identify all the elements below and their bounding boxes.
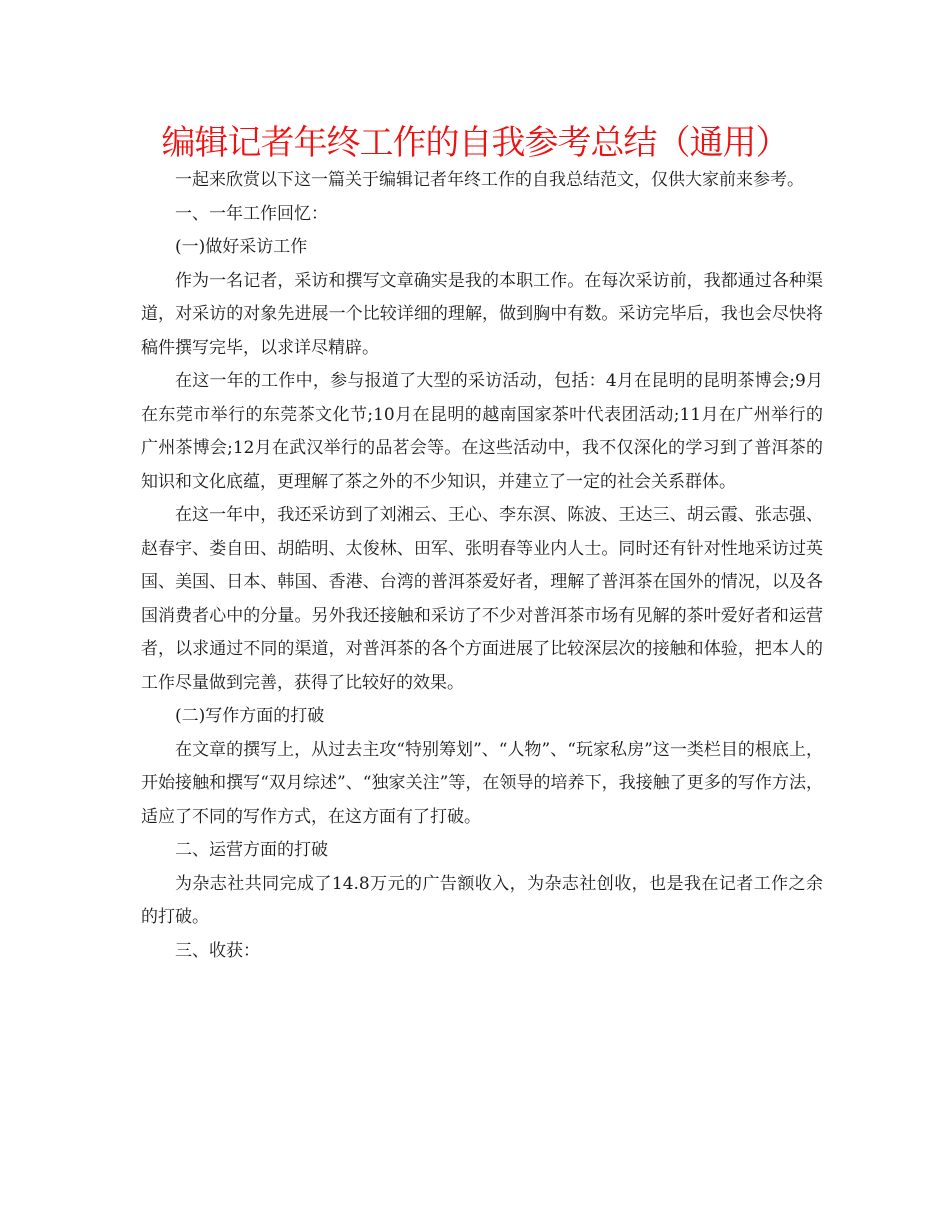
paragraph-writing: 在文章的撰写上，从过去主攻“特别筹划”、“人物”、“玩家私房”这一类栏目的根底上，开始接触和撰写“双月综述”、“独家关注”等，在领导的培养下，我接触了更多的写作方法，适应了不同的写作方式，在这方面有了打破。 (141, 739, 823, 827)
subheading-interviews: (一)做好采访工作 (175, 237, 308, 257)
heading-operations: 二、运营方面的打破 (175, 840, 328, 860)
document-body (141, 164, 823, 968)
subheading-writing: (二)写作方面的打破 (175, 706, 325, 726)
paragraph-intro: 一起来欣赏以下这一篇关于编辑记者年终工作的自我总结范文，仅供大家前来参考。 (175, 170, 804, 190)
paragraph-operations: 为杂志社共同完成了14.8万元的广告额收入，为杂志社创收，也是我在记者工作之余的打破。 (141, 873, 823, 927)
document-title: 编辑记者年终工作的自我参考总结（通用） (161, 123, 789, 163)
paragraph-interviewees: 在这一年中，我还采访到了刘湘云、王心、李东溟、陈波、王达三、胡云霞、张志强、赵春宇、娄自田、胡皓明、太俊林、田军、张明春等业内人士。同时还有针对性地采访过英国、美国、日本、韩国、香港、台湾的普洱茶爱好者，理解了普洱茶在国外的情况，以及各国消费者心中的分量。另外我还接触和采访了不少对普洱茶市场有见解的茶叶爱好者和运营者，以求通过不同的渠道，对普洱茶的各个方面进展了比较深层次的接触和体验，把本人的工作尽量做到完善，获得了比较好的效果。 (141, 505, 823, 693)
heading-gains: 三、收获： (175, 940, 260, 961)
heading-year-review: 一、一年工作回忆： (175, 203, 328, 224)
paragraph-interview-method: 作为一名记者，采访和撰写文章确实是我的本职工作。在每次采访前，我都通过各种渠道，对采访的对象先进展一个比较详细的理解，做到胸中有数。采访完毕后，我也会尽快将稿件撰写完毕，以求详尽精辟。 (141, 270, 823, 358)
paragraph-events: 在这一年的工作中，参与报道了大型的采访活动，包括：4月在昆明的昆明茶博会;9月在东莞市举行的东莞茶文化节;10月在昆明的越南国家茶叶代表团活动;11月在广州举行的广州茶博会;12月在武汉举行的品茗会等。在这些活动中，我不仅深化的学习到了普洱茶的知识和文化底蕴，更理解了茶之外的不少知识，并建立了一定的社会关系群体。 (141, 371, 823, 492)
